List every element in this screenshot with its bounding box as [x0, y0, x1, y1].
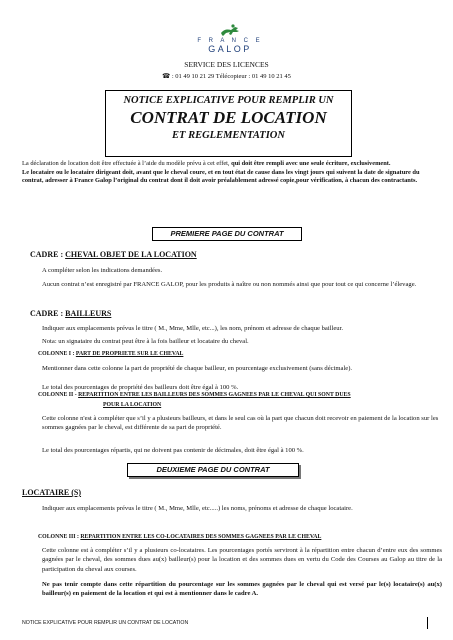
cadre-prefix: CADRE :: [30, 309, 66, 318]
colonne-2-heading-cont: [103, 402, 161, 408]
cadre-bailleurs-title: BAILLEURS: [65, 309, 112, 318]
colonne-1-title: PART DE PROPRIETE SUR LE CHEVAL: [75, 351, 184, 357]
colonne-2-prefix: COLONNE II -: [38, 392, 79, 398]
title-box: [105, 90, 352, 157]
colonne-3-title: REPARTITION ENTRE LES CO-LOCATAIRES DES SOMMES GAGNEES PAR LE CHEVAL: [80, 534, 322, 540]
colonne-1-heading: [38, 351, 183, 357]
phone-line: ☎ : 01 49 10 21 29 Télécopieur : 01 49 10 21 45: [162, 73, 291, 80]
footer-divider: [427, 617, 428, 629]
banner-first-page: PREMIERE PAGE DU CONTRAT: [152, 227, 302, 241]
cadre-cheval-heading: [30, 250, 197, 259]
colonne-2-heading: [38, 392, 351, 398]
service-title: SERVICE DES LICENCES: [184, 60, 269, 69]
cadre-cheval-title: CHEVAL OBJET DE LA LOCATION: [65, 250, 197, 259]
france-galop-logo: [190, 22, 270, 54]
colonne-1-prefix: COLONNE I :: [38, 351, 76, 357]
cadre-prefix: CADRE :: [30, 250, 66, 259]
intro-p2: Le locataire ou le locataire dirigeant doit, avant que le cheval coure, et en tout état de cause dans les vingt jours qui suivent la date de signature du contrat, adresser à France Galop l’original du contrat dont il doit avoir préalablement adressé copie,pour vérification, à chacun des contractants.: [22, 168, 420, 185]
colonne-3-p1: Cette colonne est à compléter s’il y a plusieurs co-locataires. Les pourcentages portés serviront à la répartition entre chacun d’entre eux des sommes gagnées par le cheval, des sommes dues au(x) bailleur(s) pour la location et des sommes dues en vertu du Code des Courses au Galop au titre de la participation du cheval aux courses.: [42, 547, 442, 573]
locataire-heading: [22, 488, 81, 497]
horse-jockey-icon: [218, 22, 242, 38]
cadre-bailleurs-p1: Indiquer aux emplacements prévus le titre ( M., Mme, Mlle, etc...), les nom, prénom et adresse de chaque bailleur.: [42, 325, 344, 332]
colonne-2-p2: Le total des pourcentages répartis, qui ne doivent pas contenir de décimales, doit être égal à 100 %.: [42, 447, 304, 454]
colonne-3-p2: Ne pas tenir compte dans cette répartition du pourcentage sur les sommes gagnées par le cheval qui est versé par le(s) locataire(s) au(x) bailleur(s) en paiement de la location et qui est à mentionner dans le cadre A.: [42, 581, 442, 598]
locataire-title: LOCATAIRE (S): [22, 488, 82, 497]
logo-line-france: F R A N C E: [197, 38, 263, 44]
intro-p1-normal: La déclaration de location doit être effectuée à l’aide du modèle prévu à cet effet,: [22, 160, 232, 167]
colonne-2-title: REPARTITION ENTRE LES BAILLEURS DES SOMMES GAGNEES PAR LE CHEVAL QUI SONT DUES: [78, 392, 351, 398]
colonne-3-heading: [38, 534, 321, 540]
colonne-2-p1: Cette colonne n'est à compléter que s’il y a plusieurs bailleurs, et dans le seul cas où la part que chacun doit recevoir en paiement de la location sur les sommes gagnées par le cheval, est différente de sa part de propriété.: [42, 415, 439, 432]
cadre-cheval-p2: Aucun contrat n’est enregistré par FRANCE GALOP, pour les produits à naître ou non nommés ainsi que pour tout ce qui concerne l’élevage.: [42, 281, 417, 288]
colonne-1-p2: Le total des pourcentages de propriété des bailleurs doit être égal à 100 %.: [42, 384, 239, 391]
banner-second-page: DEUXIEME PAGE DU CONTRAT: [127, 463, 299, 477]
cadre-bailleurs-p2: Nota: un signataire du contrat peut être à la fois bailleur et locataire du cheval.: [42, 338, 249, 345]
intro-p1-bold: qui doit être rempli avec une seule écriture, exclusivement.: [231, 160, 391, 167]
locataire-p1: Indiquer aux emplacements prévus le titre ( M., Mme, Mlle, etc.....) les noms, prénoms et adresse de chaque locataire.: [42, 505, 353, 512]
title-line-1: NOTICE EXPLICATIVE POUR REMPLIR UN: [123, 95, 334, 106]
title-line-3: ET REGLEMENTATION: [172, 130, 285, 141]
intro-text: [22, 160, 442, 186]
colonne-3-prefix: COLONNE III :: [38, 534, 81, 540]
cadre-bailleurs-heading: [30, 309, 111, 318]
logo-line-galop: GALOP: [208, 44, 252, 54]
cadre-cheval-p1: A compléter selon les indications demandées.: [42, 267, 163, 274]
colonne-2-title-2: POUR LA LOCATION: [103, 402, 162, 408]
colonne-1-p1: Mentionner dans cette colonne la part de propriété de chaque bailleur, en pourcentage exclusivement (sans décimale).: [42, 365, 353, 372]
footer-text: NOTICE EXPLICATIVE POUR REMPLIR UN CONTRAT DE LOCATION: [22, 620, 189, 626]
document-title: CONTRAT DE LOCATION: [130, 108, 327, 127]
